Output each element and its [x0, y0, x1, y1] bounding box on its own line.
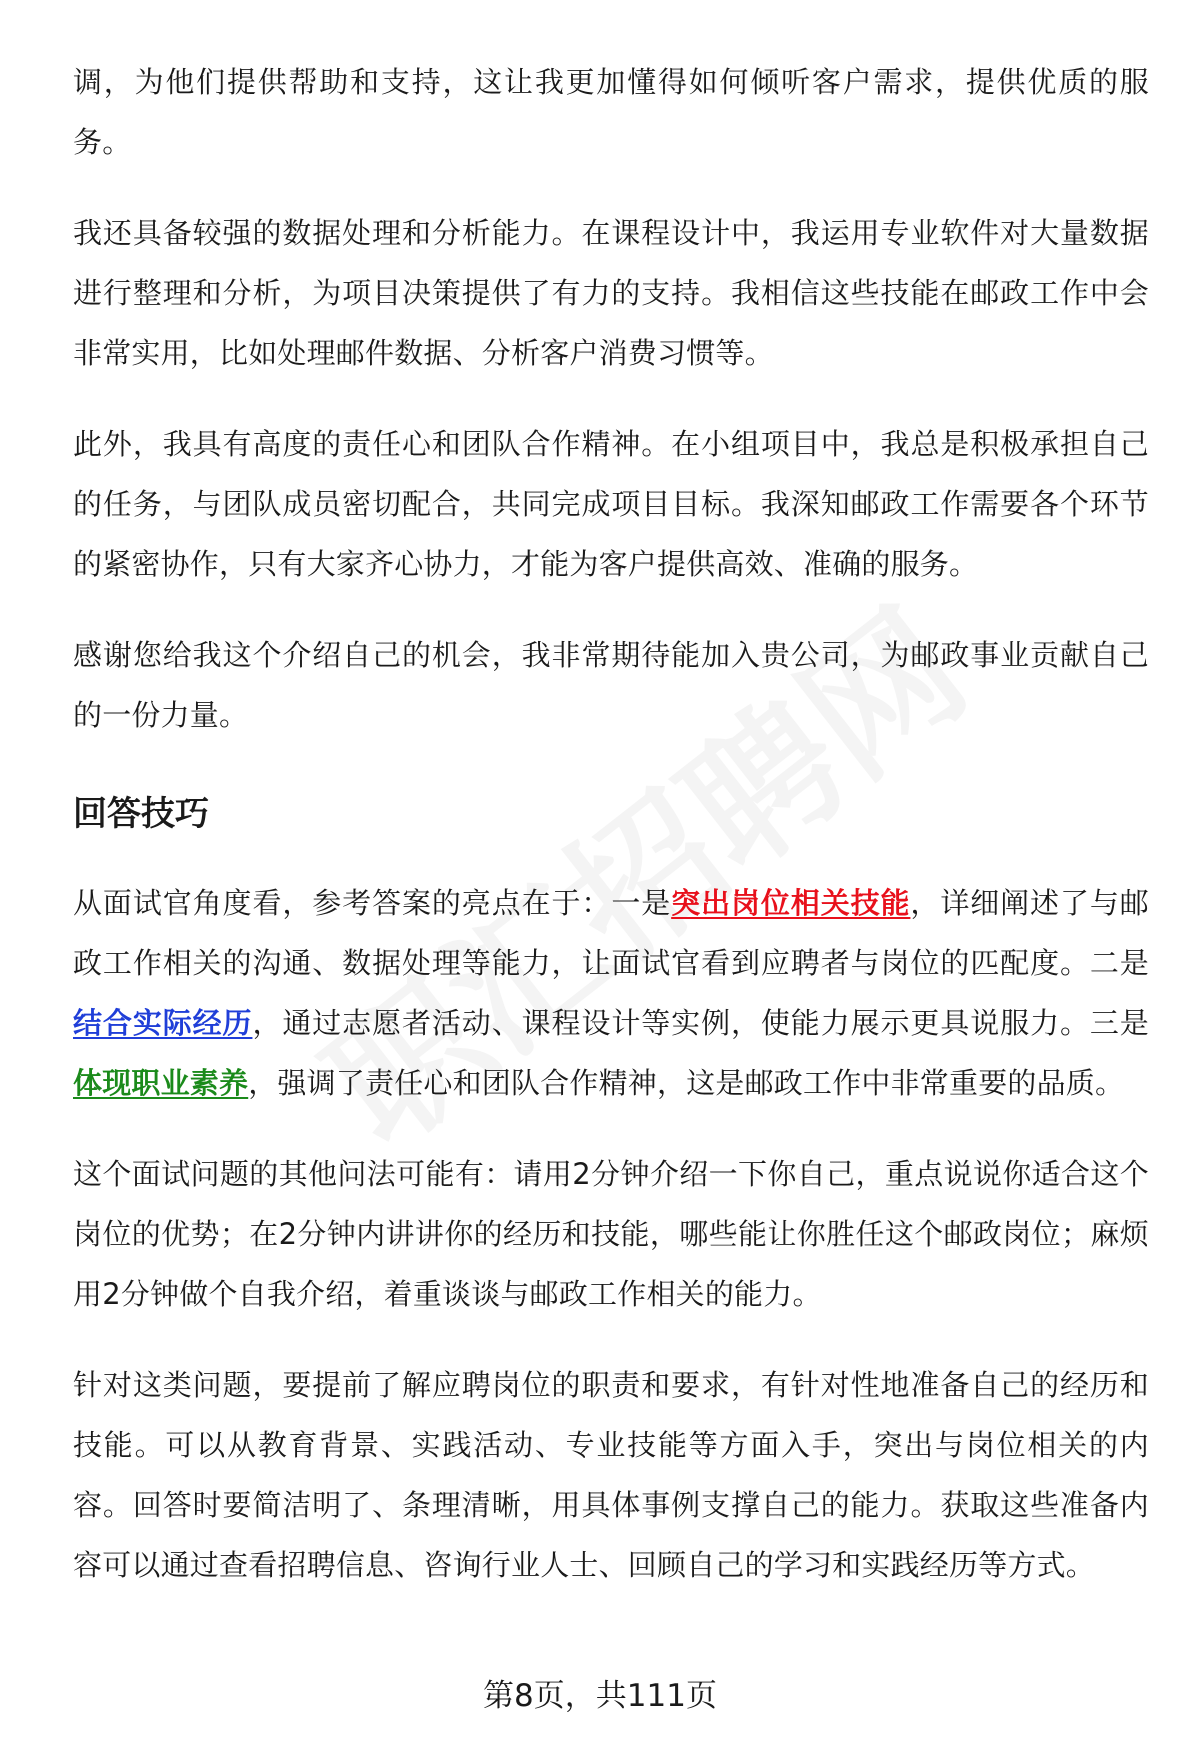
section-heading: 回答技巧 [73, 794, 209, 834]
paragraph-alternatives: 这个面试问题的其他问法可能有：请用2分钟介绍一下你自己，重点说说你适合这个岗位的优势；在2分钟内讲讲你的经历和技能，哪些能让你胜任这个邮政岗位；麻烦用2分钟做个自我介绍，着重谈谈与邮政工作相关的能力。 [73, 1157, 1149, 1311]
paragraph-teamwork: 此外，我具有高度的责任心和团队合作精神。在小组项目中，我总是积极承担自己的任务，与团队成员密切配合，共同完成项目目标。我深知邮政工作需要各个环节的紧密协作，只有大家齐心协力，才能为客户提供高效、准确的服务。 [73, 427, 1149, 581]
paragraph-highlights [73, 873, 1149, 1113]
page-number: 第8页，共111页 [483, 1678, 717, 1714]
highlight-text-4: ，强调了责任心和团队合作精神，这是邮政工作中非常重要的品质。 [248, 1066, 1125, 1100]
highlight-text-1: 从面试官角度看，参考答案的亮点在于：一是 [73, 886, 672, 920]
highlight-green: 体现职业素养 [73, 1066, 249, 1100]
paragraph-data-skills: 我还具备较强的数据处理和分析能力。在课程设计中，我运用专业软件对大量数据进行整理和分析，为项目决策提供了有力的支持。我相信这些技能在邮政工作中会非常实用，比如处理邮件数据、分析客户消费习惯等。 [73, 216, 1149, 370]
paragraph-service: 调，为他们提供帮助和支持，这让我更加懂得如何倾听客户需求，提供优质的服务。 [73, 65, 1149, 159]
paragraph-preparation: 针对这类问题，要提前了解应聘岗位的职责和要求，有针对性地准备自己的经历和技能。可以从教育背景、实践活动、专业技能等方面入手，突出与岗位相关的内容。回答时要简洁明了、条理清晰，用具体事例支撑自己的能力。获取这些准备内容可以通过查看招聘信息、咨询行业人士、回顾自己的学习和实践经历等方式。 [73, 1368, 1149, 1582]
highlight-blue: 结合实际经历 [73, 1006, 253, 1040]
document-body [73, 52, 1149, 1626]
highlight-red: 突出岗位相关技能 [671, 886, 911, 920]
highlight-text-2: ，详细阐述了与邮政工作相关的沟通、数据处理等能力，让面试官看到应聘者与岗位的匹配度。二是 [73, 886, 1149, 980]
highlight-text-3: ，通过志愿者活动、课程设计等实例，使能力展示更具说服力。三是 [252, 1006, 1149, 1040]
paragraph-thanks: 感谢您给我这个介绍自己的机会，我非常期待能加入贵公司，为邮政事业贡献自己的一份力量。 [73, 638, 1149, 732]
